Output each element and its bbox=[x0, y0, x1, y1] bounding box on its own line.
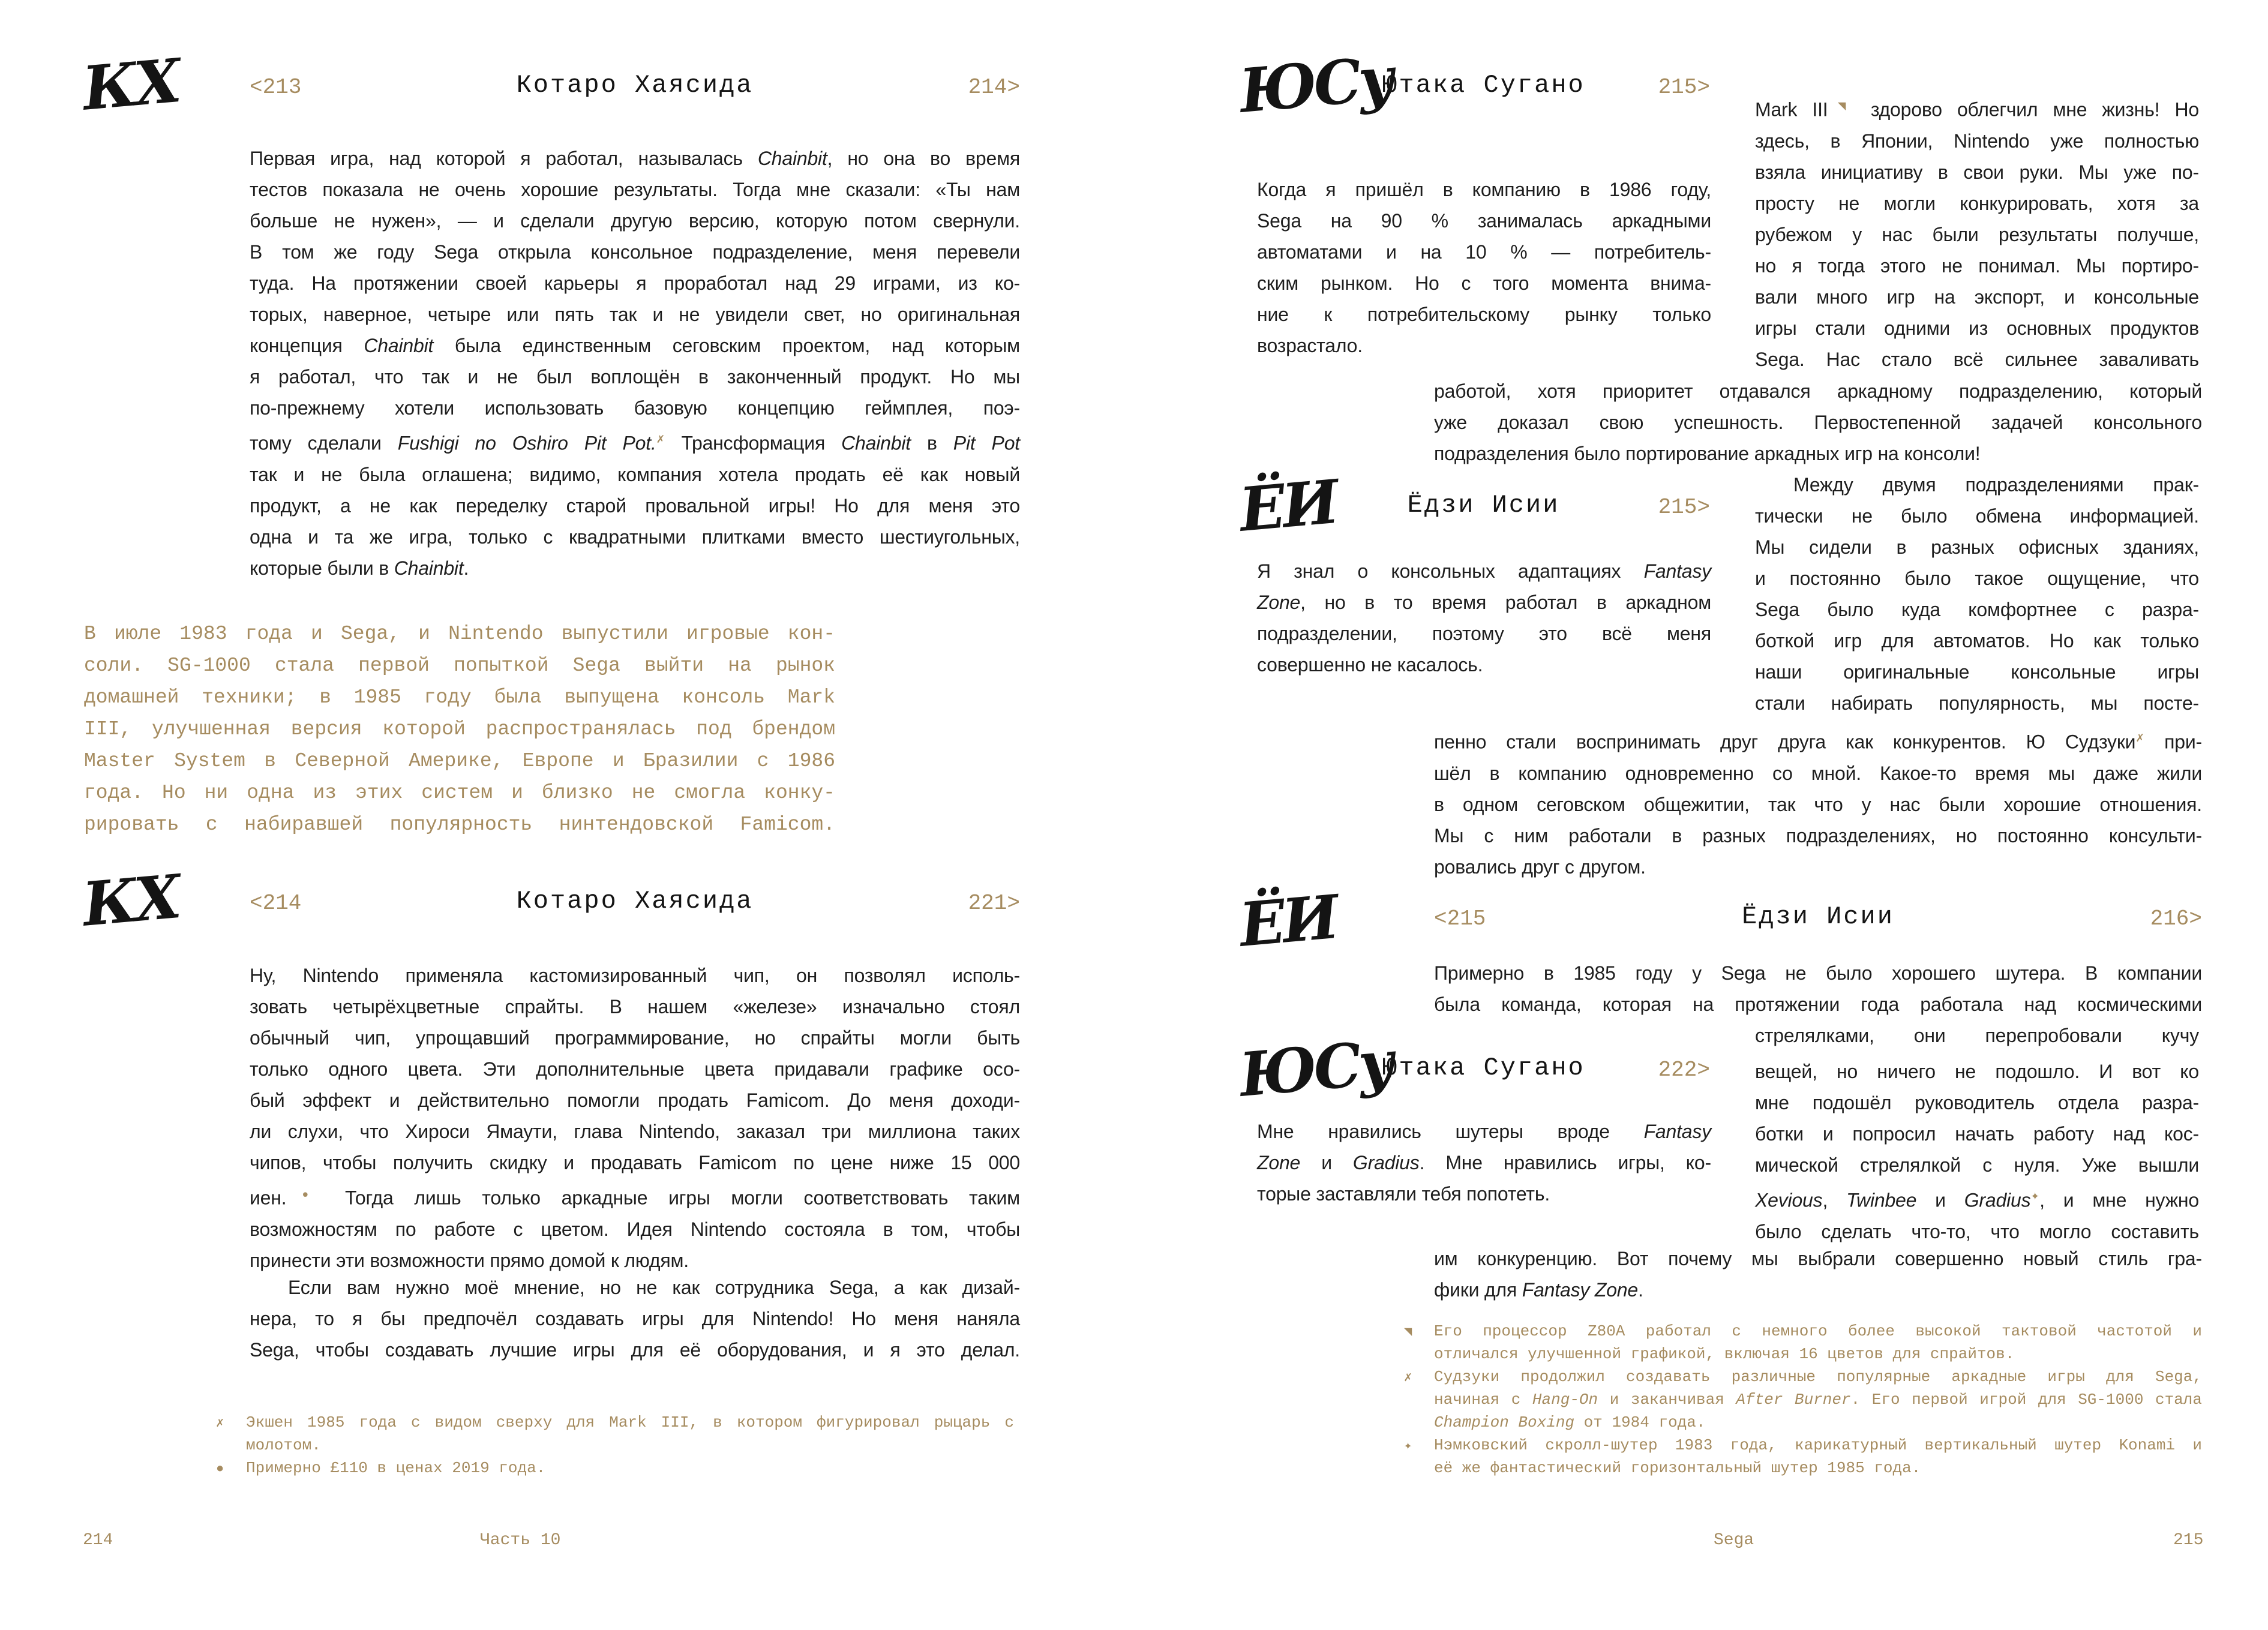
text-line: тому сделали Fushigi no Oshiro Pit Pot.✗ Трансформация Chainbit в Pit Pot bbox=[250, 432, 1020, 454]
footnote-text bbox=[1434, 1434, 2202, 1479]
text-line: Champion Boxing от 1984 года. bbox=[1434, 1413, 1706, 1431]
footnote-marker-icon: ✗ bbox=[216, 1416, 224, 1431]
text-line: фики для Fantasy Zone. bbox=[1434, 1279, 1643, 1301]
text-line: Я знал о консольных адаптациях Fantasy bbox=[1257, 560, 1711, 582]
text-line: работой, хотя приоритет отдавался аркадному подразделению, который bbox=[1434, 380, 2202, 402]
column-paragraph bbox=[1257, 174, 1711, 361]
page-number: 215 bbox=[2173, 1531, 2204, 1550]
text-line: концепция Chainbit была единственным сеговским проектом, над которым bbox=[250, 335, 1020, 356]
text-line: Master System в Северной Америке, Европе и Бразилии с 1986 bbox=[84, 750, 835, 772]
text-line: возрастало. bbox=[1257, 335, 1363, 356]
text-line: автоматами и на 10 % — потребитель- bbox=[1257, 241, 1711, 263]
text-line: мне подошёл руководитель отдела разра- bbox=[1755, 1092, 2199, 1113]
text-line: Нэмковский скролл-шутер 1983 года, карикатурный вертикальный шутер Konami и bbox=[1434, 1436, 2202, 1454]
text-line: В том же году Sega открыла консольное подразделение, меня перевели bbox=[250, 241, 1020, 263]
footnote-marker-icon: ◥ bbox=[1404, 1325, 1412, 1340]
text-line: но я тогда этого не понимал. Мы портиро- bbox=[1755, 254, 2199, 277]
text-line: туда. На протяжении своей карьеры я проработал над 29 играми, из ко- bbox=[250, 272, 1020, 294]
text-line: была команда, которая на протяжении года работала над космическими bbox=[1434, 993, 2202, 1015]
paragraph bbox=[1434, 376, 2202, 469]
text-line: взяла инициативу в свои руки. Мы уже по- bbox=[1755, 161, 2199, 183]
text-line: Ну, Nintendo применяла кастомизированный чип, он позволял исполь- bbox=[250, 965, 1020, 986]
next-page-marker: 214> bbox=[968, 75, 1020, 100]
text-line: возможностям по работе с цветом. Идея Nintendo состояла в том, чтобы bbox=[250, 1218, 1020, 1240]
speaker-initials: КХ bbox=[80, 861, 181, 940]
text-line: подразделении, поэтому это всё меня bbox=[1257, 623, 1711, 644]
footnote-text bbox=[1434, 1365, 2202, 1434]
text-line: Если вам нужно моё мнение, но не как сотрудника Sega, а как дизай- bbox=[288, 1277, 1020, 1298]
text-line: было сделать что-то, что могло составить bbox=[1755, 1220, 2199, 1242]
next-page-marker: 215> bbox=[1658, 495, 1710, 520]
text-line: только одного цвета. Эти дополнительные цвета придавали графике осо- bbox=[250, 1058, 1020, 1080]
text-line: по-прежнему хотели использовать базовую концепцию геймплея, поэ- bbox=[250, 397, 1020, 419]
text-line: Его процессор Z80A работал с немного более высокой тактовой частотой и bbox=[1434, 1322, 2202, 1340]
text-line: наши оригинальные консольные игры bbox=[1755, 661, 2199, 683]
text-line: пенно стали воспринимать друг друга как конкурентов. Ю Судзуки✗ при- bbox=[1434, 731, 2202, 753]
chapter-label: Sega bbox=[1714, 1531, 1754, 1550]
running-head bbox=[1257, 71, 1710, 107]
text-line: здесь, в Японии, Nintendo уже полностью bbox=[1755, 130, 2199, 152]
column-paragraph bbox=[1755, 90, 2199, 375]
text-line: Судзуки продолжил создавать различные популярные аркадные игры для Sega, bbox=[1434, 1368, 2202, 1386]
text-line: в одном сеговском общежитии, так что у нас были хорошие отношения. bbox=[1434, 793, 2202, 815]
running-head bbox=[1257, 1053, 1710, 1089]
footnote bbox=[1404, 1434, 2202, 1479]
text-line: Мы сидели в разных офисных зданиях, bbox=[1755, 536, 2199, 558]
footnote-marker-icon: ✦ bbox=[1404, 1439, 1412, 1454]
text-line: ние к потребительскому рынку только bbox=[1257, 304, 1711, 325]
text-line: продукт, а не как переделку старой провальной игры! Но для меня это bbox=[250, 494, 1020, 517]
speaker-name: Ёдзи Исии bbox=[1407, 491, 1560, 520]
text-line: года. Но ни одна из этих систем и близко не смогла конку- bbox=[84, 782, 835, 804]
text-line: одна и та же игра, только с квадратными плитками вместо шестиугольных, bbox=[250, 526, 1020, 548]
prev-page-marker: <215 bbox=[1434, 906, 1486, 931]
speaker-name: Ютака Сугано bbox=[1382, 71, 1585, 100]
text-line: Sega, чтобы создавать лучшие игры для её оборудования, и я это делал. bbox=[250, 1339, 1020, 1361]
speaker-initials: ЮСу bbox=[1237, 1026, 1394, 1110]
text-line: боткой игр для автоматов. Но как только bbox=[1755, 630, 2199, 652]
text-line: Первая игра, над которой я работал, называлась Chainbit, но она во время bbox=[250, 148, 1020, 169]
column-paragraph bbox=[1257, 556, 1711, 680]
text-line: Sega на 90 % занималась аркадными bbox=[1257, 210, 1711, 232]
text-line: вещей, но ничего не подошло. И вот ко bbox=[1755, 1061, 2199, 1082]
footnote bbox=[1404, 1365, 2202, 1434]
text-line: стрелялками, они перепробовали кучу bbox=[1755, 1025, 2199, 1046]
text-line: уже доказал свою успешность. Первостепенной задачей консольного bbox=[1434, 412, 2202, 433]
column-paragraph bbox=[1755, 469, 2199, 719]
text-line: домашней техники; в 1985 году была выпущена консоль Mark bbox=[84, 686, 835, 709]
footnote-marker-icon: ● bbox=[216, 1461, 224, 1476]
text-line: Sega. Нас стало всё сильнее заваливать bbox=[1755, 348, 2199, 370]
text-line: совершенно не касалось. bbox=[1257, 654, 1483, 676]
next-page-marker: 216> bbox=[2150, 906, 2202, 931]
text-line: ботки и попросил начать работу над кос- bbox=[1755, 1123, 2199, 1145]
footnote-marker-icon: ✗ bbox=[1404, 1370, 1412, 1385]
text-line: Mark III◥ здорово облегчил мне жизнь! Но bbox=[1755, 98, 2199, 121]
paragraph bbox=[1434, 722, 2202, 882]
column-paragraph bbox=[1755, 1056, 2199, 1247]
paragraph bbox=[1434, 957, 2202, 1020]
next-page-marker: 221> bbox=[968, 891, 1020, 915]
text-line: соли. SG-1000 стала первой попыткой Sega выйти на рынок bbox=[84, 655, 835, 677]
text-line: мической стрелялкой с нуля. Уже вышли bbox=[1755, 1154, 2199, 1176]
page-number: 214 bbox=[83, 1531, 113, 1550]
text-line: рубежом у нас были результаты получше, bbox=[1755, 223, 2199, 245]
text-line: Мне нравились шутеры вроде Fantasy bbox=[1257, 1121, 1711, 1142]
speaker-initials: ЁИ bbox=[1237, 466, 1339, 545]
text-line: III, улучшенная версия которой распространялась под брендом bbox=[84, 718, 835, 740]
text-line: им конкуренцию. Вот почему мы выбрали совершенно новый стиль гра- bbox=[1434, 1248, 2202, 1269]
text-line: шёл в компанию одновременно со мной. Какое-то время мы даже жили bbox=[1434, 762, 2202, 784]
text-line: рировать с набиравшей популярность нинтендовской Famicom. bbox=[84, 814, 835, 836]
text-line: которые были в Chainbit. bbox=[250, 557, 469, 579]
text-line: Zone, но в то время работал в аркадном bbox=[1257, 592, 1711, 613]
text-line: Между двумя подразделениями прак- bbox=[1793, 474, 2199, 496]
text-line: Примерно £110 в ценах 2019 года. bbox=[246, 1459, 546, 1477]
text-line: и постоянно было такое ощущение, что bbox=[1755, 568, 2199, 589]
text-line: подразделения было портирование аркадных игр на консоли! bbox=[1434, 443, 1981, 464]
text-line: обычный чип, упрощавший программирование, но спрайты могли быть bbox=[250, 1027, 1020, 1049]
prev-page-marker: <213 bbox=[250, 75, 302, 100]
chapter-label: Часть 10 bbox=[480, 1531, 561, 1550]
speaker-initials: ЮСу bbox=[1237, 43, 1394, 127]
text-line: ровались друг с другом. bbox=[1434, 855, 1646, 878]
column-paragraph bbox=[1755, 1020, 2199, 1051]
text-line: тестов показала не очень хорошие результаты. Тогда мне сказали: «Ты нам bbox=[250, 179, 1020, 200]
text-line: просту не могли конкурировать, хотя за bbox=[1755, 192, 2199, 214]
text-line: Примерно в 1985 году у Sega не было хорошего шутера. В компании bbox=[1434, 962, 2202, 984]
text-line: вали много игр на экспорт, и консольные bbox=[1755, 286, 2199, 308]
text-line: Мы с ним работали в разных подразделениях, но постоянно консульти- bbox=[1434, 824, 2202, 846]
text-line: Xevious, Twinbee и Gradius✦, и мне нужно bbox=[1755, 1189, 2199, 1211]
footnote bbox=[1404, 1320, 2202, 1365]
text-line: Экшен 1985 года с видом сверху для Mark III, в котором фигурировал рыцарь с bbox=[246, 1413, 1014, 1431]
speaker-name: Котаро Хаясида bbox=[516, 887, 754, 915]
text-line: больше не нужен», — и сделали другую версию, которую потом свернули. bbox=[250, 210, 1020, 232]
text-line: тически не было обмена информацией. bbox=[1755, 505, 2199, 527]
text-line: В июле 1983 года и Sega, и Nintendo выпустили игровые кон- bbox=[84, 623, 835, 645]
speaker-initials: КХ bbox=[80, 45, 181, 124]
text-line: отличался улучшенной графикой, включая 16 цветов для спрайтов. bbox=[1434, 1345, 2015, 1363]
running-head bbox=[1257, 491, 1710, 527]
text-line: Sega было куда комфортнее с разра- bbox=[1755, 599, 2199, 620]
text-line: я работал, что так и не был воплощён в законченный продукт. Но мы bbox=[250, 366, 1020, 388]
speaker-name: Ютака Сугано bbox=[1382, 1053, 1585, 1082]
text-line: начиная с Hang-On и заканчивая After Burner. Его первой игрой для SG-1000 стала bbox=[1434, 1391, 2202, 1409]
speaker-name: Котаро Хаясида bbox=[516, 71, 754, 100]
text-line: бый эффект и действительно помогли продать Famicom. До меня доходи- bbox=[250, 1089, 1020, 1111]
speaker-initials: ЁИ bbox=[1237, 881, 1339, 960]
text-line: принести эти возможности прямо домой к людям. bbox=[250, 1249, 689, 1271]
next-page-marker: 222> bbox=[1658, 1058, 1710, 1082]
text-line: игры стали одними из основных продуктов bbox=[1755, 317, 2199, 339]
text-line: зовать четырёхцветные спрайты. В нашем «железе» изначально стоял bbox=[250, 996, 1020, 1017]
text-line: стали набирать популярность, мы посте- bbox=[1755, 692, 2199, 714]
footnote-text bbox=[1434, 1320, 2202, 1365]
text-line: торые заставляли тебя попотеть. bbox=[1257, 1183, 1550, 1205]
text-line: ли слухи, что Хироси Ямаути, глава Nintendo, заказал три миллиона таких bbox=[250, 1121, 1020, 1142]
text-line: так и не была оглашена; видимо, компания хотела продать её как новый bbox=[250, 463, 1020, 485]
prev-page-marker: <214 bbox=[250, 891, 302, 915]
text-line: Zone и Gradius. Мне нравились игры, ко- bbox=[1257, 1152, 1711, 1173]
speaker-name: Ёдзи Исии bbox=[1742, 902, 1894, 931]
text-line: чипов, чтобы получить скидку и продавать Famicom по цене ниже 15 000 bbox=[250, 1152, 1020, 1173]
footnotes bbox=[1404, 1320, 2202, 1479]
text-line: ским рынком. Но с того момента внима- bbox=[1257, 272, 1711, 294]
next-page-marker: 215> bbox=[1658, 75, 1710, 100]
running-head bbox=[1434, 902, 2202, 938]
text-line: молотом. bbox=[246, 1436, 321, 1454]
text-line: Когда я пришёл в компанию в 1986 году, bbox=[1257, 179, 1711, 200]
text-line: нера, то я бы предпочёл создавать игры для Nintendo! Но меня наняла bbox=[250, 1308, 1020, 1329]
column-paragraph bbox=[1257, 1116, 1711, 1209]
text-line: её же фантастический горизонтальный шутер 1985 года. bbox=[1434, 1459, 1921, 1477]
text-line: иен.● Тогда лишь только аркадные игры могли соответствовать таким bbox=[250, 1187, 1020, 1209]
text-line: торых, наверное, четыре или пять так и не увидели свет, но оригинальная bbox=[250, 304, 1020, 325]
paragraph bbox=[1434, 1243, 2202, 1305]
